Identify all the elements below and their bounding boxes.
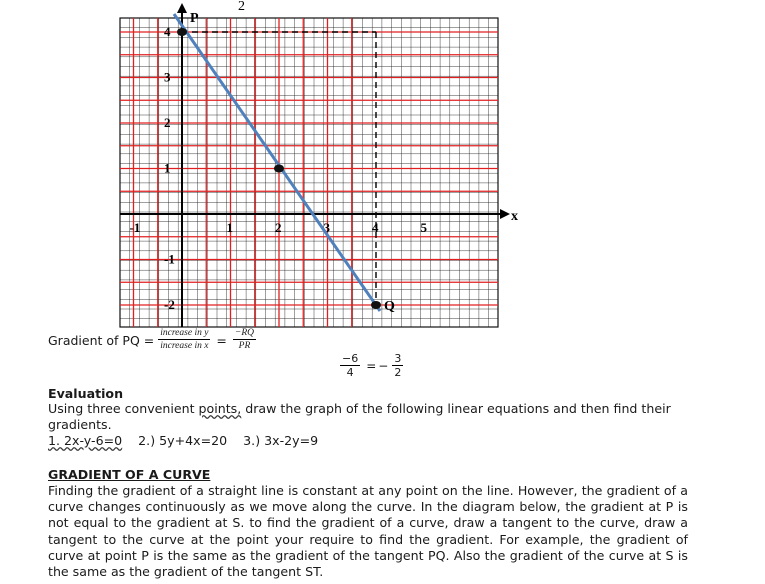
instruction-text-underlined: points,: [198, 401, 242, 416]
fraction-denominator: 2: [394, 366, 402, 379]
y-tick-label: 1: [164, 160, 171, 176]
fraction-numerator: increase in y: [160, 328, 209, 338]
fraction-numerator: 3: [394, 352, 402, 365]
y-tick-label: -2: [164, 297, 175, 312]
x-axis-arrow-icon: [500, 209, 510, 219]
instruction-text: Using three convenient: [48, 401, 199, 416]
formula-prefix: Gradient of PQ =: [48, 332, 155, 348]
fraction-three-two: [392, 352, 403, 379]
instruction-text: draw the graph of the following linear equations and then find their gradients.: [48, 401, 671, 433]
y-tick-label: 4: [164, 24, 171, 39]
data-point: [177, 28, 187, 36]
grid-border: [120, 18, 498, 327]
point-label: Q: [384, 299, 395, 314]
x-tick-label: 2: [275, 220, 282, 235]
x-axis-label: x: [511, 209, 518, 224]
x-tick-label: 1: [226, 220, 233, 235]
grid-lines: [120, 18, 498, 327]
x-tick-label: 5: [420, 220, 427, 235]
y-tick-label: -1: [164, 251, 175, 267]
gradient-calculation: [336, 352, 407, 379]
evaluation-instructions: [48, 401, 688, 433]
data-point: [371, 301, 381, 309]
x-tick-label: -1: [129, 220, 141, 235]
y-axis-arrow-icon: [177, 3, 187, 13]
data-point: [274, 165, 284, 173]
top-label: 2: [238, 0, 245, 14]
fraction-numerator: −6: [342, 352, 359, 365]
minus-sign: −: [378, 358, 389, 373]
equation-list: [48, 433, 688, 449]
evaluation-heading: Evaluation: [48, 386, 124, 401]
fraction-rq-pr: [233, 328, 256, 352]
x-tick-label: 3: [323, 220, 330, 235]
fraction-denominator: increase in x: [160, 341, 209, 351]
equals-sign: =: [366, 358, 377, 373]
section-heading: GRADIENT OF A CURVE: [48, 467, 211, 482]
fraction-minus-six-four: [340, 352, 360, 379]
gradient-formula: [48, 328, 260, 352]
section-body: Finding the gradient of a straight line is constant at any point on the line. However, the gradient of a curve changes continuously as we move along the curve. In the diagram below, the gradient at P is not equal to the gradient at S. to find the gradient of a curve, draw a tangent to the curve, draw a tangent to the curve at the point your require to find the gradient. For example, the gradient of curve at point P is the same as the gradient of the tangent PQ. Also the gradient of the curve at S is the same as the gradient of the tangent ST.: [48, 483, 688, 580]
fraction-numerator: −RQ: [234, 328, 254, 338]
fraction-increase: [158, 328, 210, 352]
x-tick-label: 4: [372, 220, 379, 235]
fraction-denominator: 4: [346, 366, 354, 379]
y-tick-label: 2: [164, 115, 171, 130]
equation-item: 3.) 3x-2y=9: [243, 433, 319, 448]
equation-item: 2.) 5y+4x=20: [138, 433, 228, 448]
point-label: P: [190, 11, 199, 26]
y-tick-label: 3: [164, 69, 171, 85]
fraction-denominator: PR: [238, 341, 251, 351]
equals-sign: =: [216, 332, 227, 348]
equation-item: 1. 2x-y-6=0: [48, 433, 123, 448]
